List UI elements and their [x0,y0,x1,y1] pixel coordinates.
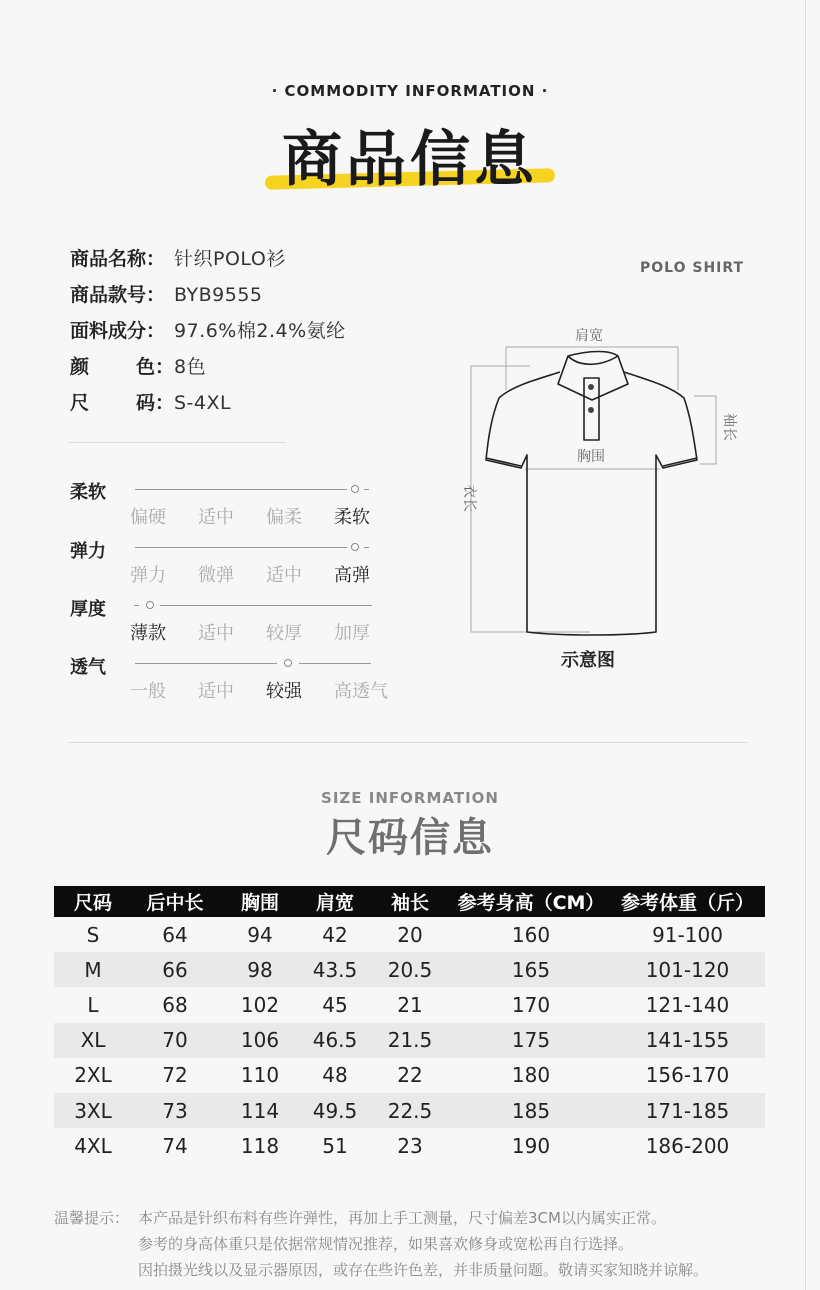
info-label-part: 码： [135,392,174,414]
table-header-cell: 尺码 [54,886,132,917]
table-header-cell: 参考体重（斤） [610,886,765,917]
size-table-header [54,886,765,917]
table-row [54,917,765,952]
table-row [54,1093,765,1128]
diagram-caption: 示意图 [561,650,615,671]
table-cell: 160 [511,922,551,947]
info-label: 商品款号： [70,284,166,306]
size-info-en-title: SIZE INFORMATION [321,789,499,807]
note-line [54,1257,708,1283]
table-cell: 121-140 [645,992,730,1017]
length-label: 衣长 [461,484,477,512]
note-text: 参考的身高体重只是依据常规情况推荐，如果喜欢修身或宽松再自行选择。 [138,1235,634,1253]
table-cell: 156-170 [645,1063,730,1088]
size-info-zh-title: 尺码信息 [326,815,494,861]
attr-track-end [364,489,369,490]
table-header-cell: 后中长 [132,886,218,917]
note-text: 因拍摄光线以及显示器原因，或存在些许色差，并非质量问题。敬请买家知晓并谅解。 [138,1261,709,1279]
info-row-size [70,390,346,426]
table-cell: 43.5 [302,952,368,987]
button-icon [588,384,594,390]
attr-option: 适中 [198,623,234,644]
info-label: 面料成分： [70,320,166,342]
attr-option: 弹力 [130,565,166,586]
table-row [54,952,765,987]
table-cell: 2XL [74,1063,112,1088]
attr-option: 偏硬 [130,507,166,528]
info-label-part: 颜 [70,356,90,378]
table-cell: 22 [397,1063,423,1088]
table-cell: 74 [162,1133,188,1158]
info-value: S-4XL [174,392,232,414]
attr-option: 高透气 [334,681,388,702]
attr-track-start [134,605,139,606]
table-cell: L [87,992,99,1017]
info-value: 97.6%棉2.4%氨纶 [174,320,346,342]
attr-option: 适中 [266,565,302,586]
table-cell: 70 [132,1023,218,1058]
attr-track [135,663,277,664]
divider [68,442,286,443]
shoulder-label: 肩宽 [575,328,603,344]
note-line [54,1231,708,1257]
divider [68,742,748,743]
polo-shirt-diagram [440,320,750,680]
table-header-cell: 肩宽 [302,886,368,917]
attr-track [135,547,347,548]
shirt-icon [486,352,697,636]
table-cell: 73 [132,1093,218,1128]
product-info-list [70,246,346,426]
table-cell: 49.5 [302,1093,368,1128]
table-cell: S [86,922,100,947]
button-icon [588,407,594,413]
attr-knob [351,485,359,493]
table-cell: 20.5 [368,952,452,987]
attr-option: 偏柔 [266,507,302,528]
table-cell: 185 [452,1093,610,1128]
polo-shirt-label: POLO SHIRT [640,260,745,276]
table-cell: 21 [397,992,423,1017]
table-cell: 110 [240,1063,280,1088]
table-cell: 51 [322,1133,348,1158]
attr-title: 弹力 [70,541,106,562]
attr-knob [146,601,154,609]
attr-option-selected: 较强 [266,681,302,702]
table-cell: 42 [322,922,348,947]
table-cell: 98 [218,952,302,987]
note-text: 本产品是针织布料有些许弹性，再加上手工测量，尺寸偏差3CM以内属实正常。 [138,1209,666,1227]
table-cell: 21.5 [368,1023,452,1058]
table-cell: 3XL [54,1093,132,1128]
table-cell: 141-155 [610,1023,765,1058]
attr-option-selected: 薄款 [130,623,166,644]
table-cell: 102 [240,992,280,1017]
table-header-cell: 参考身高（CM） [452,886,610,917]
table-cell: 118 [240,1133,280,1158]
table-cell: 20 [397,922,423,947]
attr-option-selected: 柔软 [334,507,370,528]
sleeve-label: 袖长 [721,413,737,441]
length-measure-line [471,366,590,632]
table-cell: 175 [452,1023,610,1058]
commodity-info-en-title: · COMMODITY INFORMATION · [271,82,549,100]
attr-track [299,663,371,664]
attr-option: 适中 [198,681,234,702]
table-row [54,1128,765,1163]
info-label [70,354,174,390]
attr-track-end [364,547,369,548]
table-cell: 48 [322,1063,348,1088]
table-cell: M [54,952,132,987]
commodity-info-zh-title: 商品信息 [282,125,538,195]
info-label-part: 色： [135,356,174,378]
attr-option: 较厚 [266,623,302,644]
chest-label: 胸围 [577,449,605,465]
table-cell: 171-185 [610,1093,765,1128]
table-cell: 45 [322,992,348,1017]
table-cell: 101-120 [610,952,765,987]
attr-knob [351,543,359,551]
note-line [54,1205,708,1231]
attr-option: 微弹 [198,565,234,586]
table-cell: 91-100 [652,922,723,947]
table-row [54,987,765,1022]
table-header-cell: 胸围 [218,886,302,917]
info-label [70,390,174,426]
info-label-part: 尺 [70,392,90,414]
table-cell: 68 [162,992,188,1017]
table-cell: 106 [218,1023,302,1058]
info-row-color [70,354,346,390]
table-cell: 165 [452,952,610,987]
attr-option: 一般 [130,681,166,702]
attr-title: 柔软 [70,482,106,503]
attr-title: 透气 [70,657,106,678]
table-cell: 64 [162,922,188,947]
table-cell: 22.5 [368,1093,452,1128]
notes-prefix: 温馨提示： [54,1209,130,1227]
table-row [54,1023,765,1058]
table-cell: 66 [132,952,218,987]
attr-title: 厚度 [70,599,106,620]
attr-option: 适中 [198,507,234,528]
info-value: BYB9555 [174,284,263,306]
attr-option-selected: 高弹 [334,565,370,586]
info-row-name [70,246,346,282]
table-cell: 94 [247,922,273,947]
attr-option: 加厚 [334,623,370,644]
sleeve-measure-line [694,396,716,464]
table-row [54,1058,765,1093]
notes [54,1205,708,1283]
info-value: 针织POLO衫 [174,248,286,270]
table-cell: 72 [162,1063,188,1088]
table-cell: 114 [218,1093,302,1128]
table-cell: 46.5 [302,1023,368,1058]
attr-knob [284,659,292,667]
info-value: 8色 [174,356,207,378]
shoulder-measure-line [506,347,678,390]
table-cell: 180 [511,1063,551,1088]
table-cell: 186-200 [645,1133,730,1158]
table-header-cell: 袖长 [368,886,452,917]
info-label: 商品名称： [70,248,166,270]
table-cell: 4XL [74,1133,112,1158]
info-row-style-no [70,282,346,318]
table-cell: 170 [511,992,551,1017]
table-cell: XL [54,1023,132,1058]
info-row-fabric [70,318,346,354]
attr-track [135,489,347,490]
table-cell: 23 [397,1133,423,1158]
table-cell: 190 [511,1133,551,1158]
attr-track [160,605,372,606]
size-table [54,886,765,1163]
